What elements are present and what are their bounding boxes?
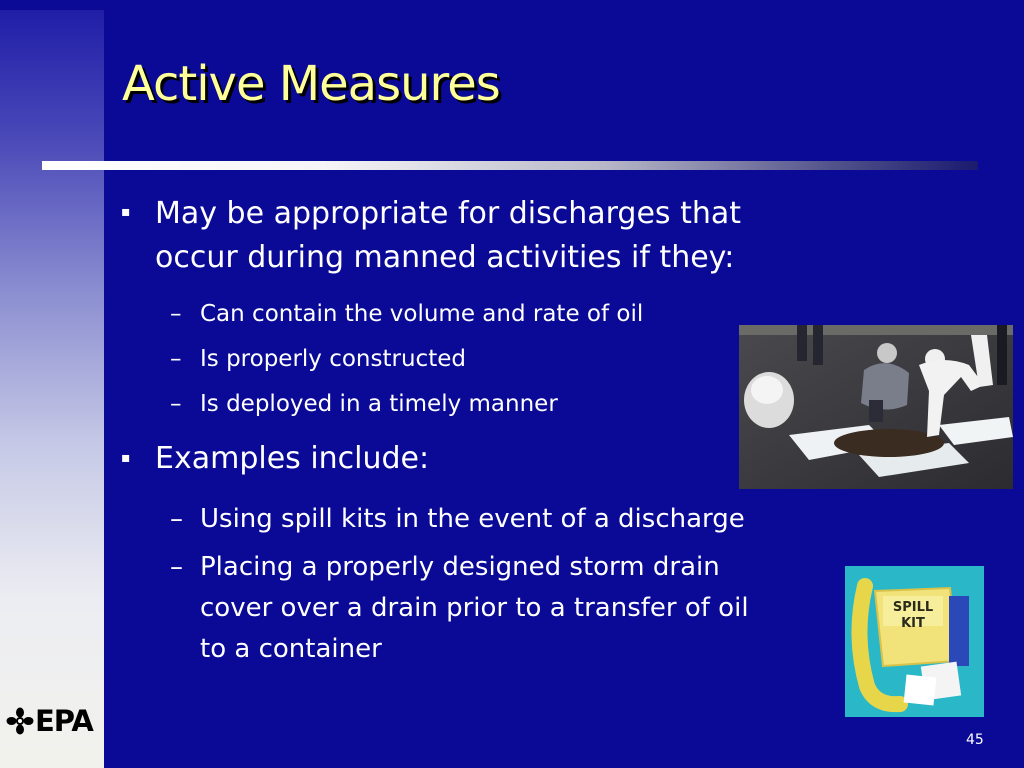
dash-marker: – <box>170 504 183 534</box>
photo-spill-kit <box>845 566 984 717</box>
epa-logo-text: EPA <box>35 703 93 738</box>
subitem-spill-kits: Using spill kits in the event of a discharge <box>200 504 745 534</box>
subitem-storm-drain-line-2: cover over a drain prior to a transfer of oil <box>200 593 749 623</box>
subitem-timely-manner: Is deployed in a timely manner <box>200 391 558 417</box>
epa-logo <box>6 700 100 742</box>
dash-marker: – <box>170 391 182 417</box>
sidebar-gradient <box>0 0 104 768</box>
slide-title: Active Measures <box>122 56 500 112</box>
spill-kit-label-line-2: KIT <box>901 616 925 631</box>
photo-spill-cleanup <box>739 325 1013 489</box>
epa-flower-icon <box>6 707 34 735</box>
bullet-1-line-1: May be appropriate for discharges that <box>155 196 742 231</box>
title-underline-rule <box>42 161 978 170</box>
bullet-marker: ▪ <box>121 450 131 466</box>
subitem-storm-drain-line-3: to a container <box>200 634 382 664</box>
bullet-marker: ▪ <box>121 204 131 220</box>
bullet-2-text: Examples include: <box>155 441 430 476</box>
spill-kit-label-line-1: SPILL <box>892 600 934 615</box>
sidebar-top-strip <box>0 0 104 10</box>
subitem-contain-volume: Can contain the volume and rate of oil <box>200 301 644 327</box>
dash-marker: – <box>170 552 183 582</box>
dash-marker: – <box>170 346 182 372</box>
bullet-1-line-2: occur during manned activities if they: <box>155 240 735 275</box>
slide-number: 45 <box>966 732 984 748</box>
subitem-properly-constructed: Is properly constructed <box>200 346 466 372</box>
subitem-storm-drain-line-1: Placing a properly designed storm drain <box>200 552 720 582</box>
dash-marker: – <box>170 301 182 327</box>
